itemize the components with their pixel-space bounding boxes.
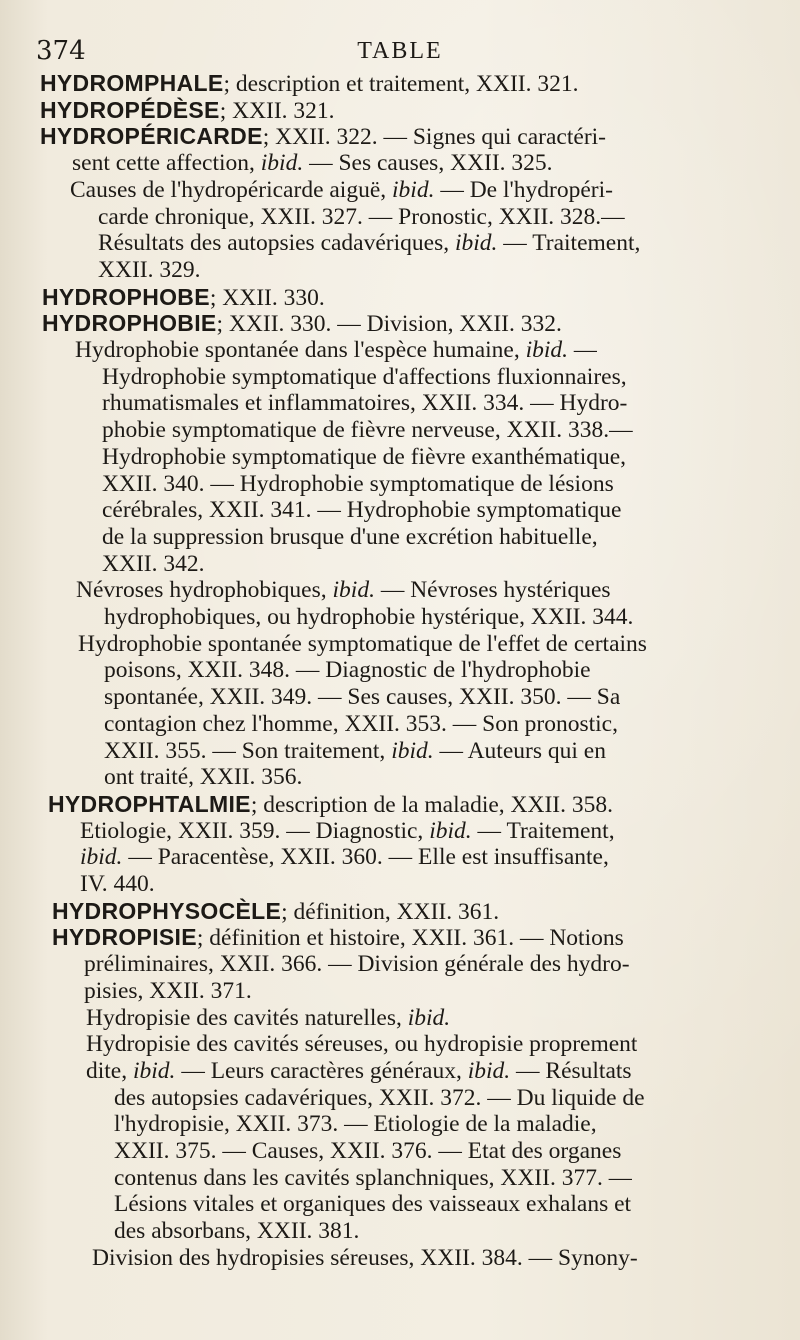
- ibid-reference: ibid.: [454, 230, 498, 257]
- index-entry-line: [86, 1005, 450, 1032]
- ibid-reference: ibid.: [467, 1057, 511, 1084]
- index-entry-line: [114, 1111, 597, 1138]
- entry-text: — Leurs caractères généraux,: [175, 1057, 468, 1084]
- index-entry-line: [98, 257, 200, 284]
- entry-text: — Paracentèse, XXII. 360. — Elle est insuffisante,: [122, 844, 609, 871]
- index-entry-line: [86, 1058, 632, 1085]
- entry-text: Lésions vitales et organiques des vaisseaux exhalans et: [114, 1191, 632, 1218]
- entry-text: contagion chez l'homme, XXII. 353. — Son pronostic,: [104, 710, 618, 737]
- entry-text: Causes de l'hydropéricarde aiguë,: [70, 176, 393, 203]
- entry-text: ont traité, XXII. 356.: [104, 764, 303, 791]
- entry-text: XXII. 342.: [102, 550, 205, 577]
- entry-text: Névroses hydrophobiques,: [76, 577, 333, 604]
- headword: HYDROPISIE: [52, 924, 197, 951]
- index-entry-line: [98, 230, 640, 257]
- running-title: TABLE: [357, 38, 443, 64]
- entry-text: ; XXII. 321.: [219, 97, 335, 124]
- ibid-reference: ibid.: [133, 1057, 176, 1084]
- entry-text: dite,: [86, 1057, 133, 1084]
- entry-text: Hydrophobie symptomatique de fièvre exanthématique,: [102, 443, 627, 470]
- index-entry-line: [98, 204, 625, 231]
- entry-text: préliminaires, XXII. 366. — Division générale des hydro-: [84, 951, 630, 978]
- entry-text: Hydrophobie spontanée symptomatique de l'effet de certains: [78, 630, 647, 657]
- entry-text: ; description de la maladie, XXII. 358.: [250, 791, 613, 818]
- index-entry-line: [104, 684, 620, 711]
- index-entry-line: [84, 951, 630, 978]
- entry-text: ; description et traitement, XXII. 321.: [223, 71, 579, 97]
- entry-text: Hydropisie des cavités naturelles,: [86, 1004, 408, 1031]
- ibid-reference: ibid.: [80, 844, 123, 871]
- entry-text: l'hydropisie, XXII. 373. — Etiologie de la maladie,: [114, 1111, 597, 1138]
- headword: HYDROPHTALMIE: [48, 790, 251, 817]
- entry-text: sent cette affection,: [72, 150, 261, 177]
- index-entry-line: [104, 764, 302, 791]
- entry-text: —: [568, 337, 598, 363]
- entry-text: XXII. 355. — Son traitement,: [104, 737, 392, 764]
- entry-text: Résultats des autopsies cadavériques,: [98, 230, 455, 257]
- index-entry-line: [114, 1085, 645, 1112]
- index-entry-line: [102, 551, 204, 578]
- index-entry-line: [84, 978, 252, 1005]
- index-entry-line: [102, 524, 598, 551]
- index-entry-line: [86, 1031, 637, 1058]
- entry-text: ; définition et histoire, XXII. 361. — Notions: [196, 925, 624, 952]
- index-entry-line: [114, 1218, 359, 1245]
- index-entry-headword-line: [52, 898, 499, 925]
- index-entry-line: [72, 150, 553, 177]
- entry-text: — Auteurs qui en: [433, 737, 606, 764]
- index-entry-line: [80, 844, 609, 871]
- entry-text: — Névroses hystériques: [374, 577, 611, 604]
- index-entry-line: [104, 604, 633, 631]
- index-entry-line: [102, 390, 627, 417]
- index-entry-line: [102, 471, 614, 498]
- index-entry-headword-line: [52, 924, 624, 951]
- ibid-reference: ibid.: [260, 150, 304, 177]
- entry-text: — Traitement,: [497, 230, 641, 257]
- entry-text: — Traitement,: [471, 817, 615, 844]
- index-entry-line: [80, 871, 155, 898]
- index-entry-line: [104, 711, 618, 738]
- index-entry-line: [102, 497, 621, 524]
- entry-text: carde chronique, XXII. 327. — Pronostic, XXII. 328.—: [98, 203, 625, 230]
- entry-text: phobie symptomatique de fièvre nerveuse, XXII. 338.—: [102, 417, 633, 444]
- index-entry-line: [80, 818, 615, 845]
- index-entry-line: [76, 577, 611, 604]
- index-entry-line: [114, 1191, 631, 1218]
- entry-text: des autopsies cadavériques, XXII. 372. — Du liquide de: [114, 1084, 645, 1111]
- index-entry-headword-line: [40, 97, 335, 124]
- entry-text: contenus dans les cavités splanchniques, XXII. 377. —: [114, 1164, 633, 1191]
- index-entry-line: [102, 444, 626, 471]
- entry-text: spontanée, XXII. 349. — Ses causes, XXII. 350. — Sa: [104, 684, 621, 711]
- index-entry-headword-line: [40, 70, 579, 97]
- entry-text: — Résultats: [510, 1057, 632, 1084]
- headword: HYDROMPHALE: [40, 70, 224, 96]
- headword: HYDROPHYSOCÈLE: [52, 897, 282, 924]
- entry-text: ; XXII. 322. — Signes qui caractéri-: [262, 124, 606, 151]
- index-entry-line: [114, 1138, 621, 1165]
- headword: HYDROPHOBIE: [42, 310, 217, 337]
- entry-text: Hydrophobie spontanée dans l'espèce humaine,: [75, 337, 526, 363]
- entry-text: Hydropisie des cavités séreuses, ou hydropisie proprement: [86, 1031, 638, 1058]
- ibid-reference: ibid.: [407, 1004, 451, 1031]
- index-entry-line: [92, 1245, 638, 1272]
- ibid-reference: ibid.: [392, 176, 435, 203]
- entry-text: cérébrales, XXII. 341. — Hydrophobie symptomatique: [102, 497, 622, 524]
- index-entry-line: [102, 417, 633, 444]
- entry-text: — De l'hydropéri-: [434, 176, 613, 203]
- entry-text: rhumatismales et inflammatoires, XXII. 334. — Hydro-: [102, 390, 628, 417]
- entry-text: ; XXII. 330. — Division, XXII. 332.: [216, 311, 562, 338]
- entry-text: des absorbans, XXII. 381.: [114, 1218, 360, 1245]
- entry-text: XXII. 329.: [98, 256, 201, 283]
- entry-text: hydrophobiques, ou hydrophobie hystérique, XXII. 344.: [104, 604, 634, 630]
- entry-text: pisies, XXII. 371.: [84, 977, 252, 1004]
- index-entry-line: [102, 364, 627, 391]
- entry-text: poisons, XXII. 348. — Diagnostic de l'hydrophobie: [104, 657, 591, 684]
- entry-text: de la suppression brusque d'une excrétion habituelle,: [102, 523, 598, 550]
- entry-text: — Ses causes, XXII. 325.: [303, 150, 553, 177]
- page-number: 374: [36, 36, 86, 66]
- page-header: [0, 34, 800, 68]
- index-entry-line: [70, 177, 613, 204]
- headword: HYDROPÉRICARDE: [40, 123, 263, 150]
- entry-text: ; XXII. 330.: [209, 284, 325, 311]
- ibid-reference: ibid.: [429, 817, 472, 844]
- index-entry-line: [78, 631, 647, 658]
- index-entry-headword-line: [48, 791, 613, 818]
- index-entry-line: [114, 1165, 632, 1192]
- index-entry-line: [104, 657, 591, 684]
- entry-text: Division des hydropisies séreuses, XXII. 384. — Synony-: [92, 1244, 638, 1271]
- entry-text: Etiologie, XXII. 359. — Diagnostic,: [80, 817, 430, 844]
- entry-text: XXII. 340. — Hydrophobie symptomatique de lésions: [102, 470, 614, 497]
- entry-text: ; définition, XXII. 361.: [281, 898, 500, 925]
- index-entry-line: [104, 738, 606, 765]
- entry-text: IV. 440.: [80, 871, 155, 897]
- entry-text: Hydrophobie symptomatique d'affections fluxionnaires,: [102, 363, 627, 390]
- ibid-reference: ibid.: [525, 337, 569, 363]
- headword: HYDROPHOBE: [42, 283, 210, 310]
- entry-text: XXII. 375. — Causes, XXII. 376. — Etat des organes: [114, 1138, 622, 1164]
- index-entry-headword-line: [42, 284, 325, 311]
- headword: HYDROPÉDÈSE: [40, 96, 220, 123]
- ibid-reference: ibid.: [391, 737, 434, 764]
- index-entry-headword-line: [40, 123, 606, 150]
- ibid-reference: ibid.: [332, 577, 375, 604]
- index-entry-headword-line: [42, 310, 562, 337]
- index-entry-line: [75, 337, 597, 364]
